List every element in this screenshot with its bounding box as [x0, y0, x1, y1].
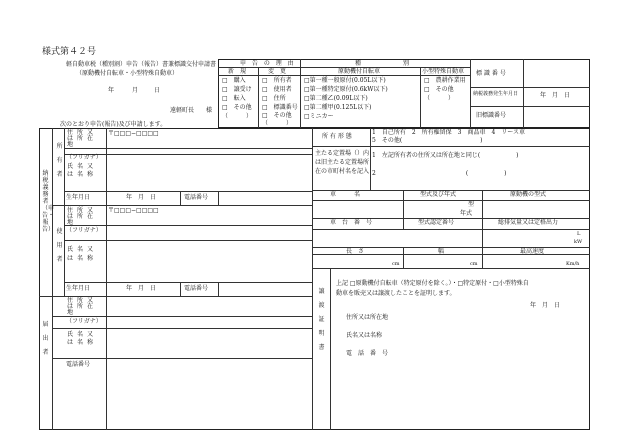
- displacement-label: 総排気量又は定格出力: [498, 219, 559, 226]
- storage-label: 主たる定置場（）内は旧主たる定置場所在の市町村名を記入: [315, 150, 370, 175]
- moped-type-1-specific[interactable]: □第一種特定原付(0.6kW以下): [304, 86, 388, 93]
- tax-start-date-label: 納税義務発生年月日: [473, 91, 519, 97]
- vehicle-year-sub: 年式: [460, 210, 473, 217]
- mayor-addressee: 遠軽町長: [170, 107, 195, 114]
- user-birth-value[interactable]: 年 月 日: [126, 285, 157, 292]
- certificate-text-1: 上記 □原動機付自転車（特定原付を除く。）・□特定原付・□小型特殊自: [336, 280, 529, 287]
- form-title: 軽自動車税（種別割）申告（報告）書兼標識交付申請書: [66, 61, 217, 68]
- special-other-paren: （ ）: [424, 95, 455, 102]
- tax-start-date-value[interactable]: 年 月 日: [540, 92, 571, 99]
- honorific: 様: [206, 107, 213, 114]
- transfer-certificate-side-label: 譲渡証明書: [318, 288, 325, 351]
- change-item-other-paren: （ ）: [262, 120, 293, 127]
- owner-name-label: 氏名又は名称: [67, 163, 98, 178]
- user-side-label: 使用者: [56, 228, 63, 263]
- taxpayer-side-label: 納税義務者（申告・報告）: [42, 170, 55, 233]
- vehicle-model-label: 型式及び年式: [420, 191, 457, 198]
- chassis-number-label: 車 台 番 号: [330, 219, 373, 226]
- owner-birth-value[interactable]: 年 月 日: [126, 194, 157, 201]
- owner-address-label: 住所又は所在地: [67, 129, 98, 148]
- ownership-label: 所 有 形 態: [322, 133, 352, 140]
- unit-kmh: Km/h: [566, 261, 580, 267]
- new-item-transfer[interactable]: □ 譲受け: [222, 86, 252, 93]
- certificate-phone-label: 電 話 番 号: [346, 350, 389, 357]
- unit-cm-width: cm: [470, 261, 478, 267]
- new-item-other[interactable]: □ その他: [222, 104, 252, 111]
- moped-label: 原動機付自転車: [338, 68, 381, 75]
- change-item-address[interactable]: □ 住所: [262, 95, 286, 102]
- special-farming[interactable]: □ 農耕作業用: [424, 77, 466, 84]
- reason-header: 申 告 の 理 由: [240, 60, 296, 67]
- certificate-date[interactable]: 年 月 日: [530, 302, 561, 309]
- filer-furigana-label: （フリガナ）: [66, 318, 102, 325]
- user-postal-code[interactable]: 〒□□□−□□□□: [108, 207, 159, 214]
- certificate-name-label: 氏名又は名称: [346, 332, 383, 339]
- reason-change-label: 変 更: [268, 68, 287, 75]
- storage-option-2[interactable]: 2 ( ): [372, 170, 507, 177]
- filer-name-label: 氏名又は名称: [67, 331, 98, 346]
- filer-side-label: 届出者: [42, 321, 49, 356]
- form-number: 様式第４２号: [42, 47, 97, 57]
- user-furigana-label: （フリガナ）: [66, 227, 102, 234]
- certificate-text-2: 動車を販売又は譲渡したことを証明します。: [336, 290, 456, 297]
- form-subtitle: （原動機付自転車・小型特殊自動車）: [76, 70, 179, 77]
- width-label: 幅: [438, 248, 445, 255]
- ownership-options-1[interactable]: 1 自己所有 2 所有権留保 3 商品車 4 リース車: [372, 129, 525, 136]
- change-item-plate[interactable]: □ 標識番号: [262, 104, 298, 111]
- moped-type-1-general[interactable]: □第一種一般原付(0.05L以下): [304, 77, 386, 84]
- new-item-move-in[interactable]: □ 転入: [222, 95, 246, 102]
- unit-kilowatt: kW: [574, 239, 583, 245]
- date-month: 月: [132, 87, 139, 94]
- date-day: 日: [154, 87, 161, 94]
- special-label: 小型特殊自動車: [422, 68, 465, 75]
- vehicle-engine-label: 原動機の型式: [510, 191, 547, 198]
- vehicle-maker-label: 車 名: [330, 191, 361, 198]
- filer-address-label: 住所又は所在地: [67, 297, 98, 316]
- new-item-purchase[interactable]: □ 購入: [222, 77, 246, 84]
- unit-cm-length: cm: [392, 261, 400, 267]
- plate-number-label: 標 識 番 号: [476, 70, 506, 77]
- storage-option-1[interactable]: 1 左記所有者の住所又は所在地と同じ( ): [372, 152, 519, 159]
- user-phone-label: 電話番号: [184, 285, 209, 292]
- vehicle-model-sub: 型: [468, 201, 475, 208]
- owner-birth-label: 生年月日: [66, 194, 91, 201]
- reason-new-label: 新 規: [228, 68, 247, 75]
- moped-type-minicar[interactable]: □ミニカー: [304, 113, 334, 120]
- certificate-address-label: 住所又は所在地: [346, 314, 389, 321]
- max-speed-label: 最高速度: [520, 248, 545, 255]
- intro-text: 次のとおり申告(報告)及び申請します。: [60, 121, 167, 128]
- owner-furigana-label: （フリガナ）: [66, 154, 102, 161]
- unit-liter: L: [577, 231, 581, 237]
- change-item-user[interactable]: □ 使用者: [262, 86, 292, 93]
- change-item-other[interactable]: □ その他: [262, 112, 292, 119]
- owner-phone-label: 電話番号: [184, 194, 209, 201]
- cert-number-label: 型式認定番号: [418, 219, 455, 226]
- date-year: 年: [108, 87, 115, 94]
- user-address-label: 住所又は所在地: [67, 207, 98, 226]
- change-item-owner[interactable]: □ 所有者: [262, 77, 292, 84]
- type-header: 種 別: [355, 60, 412, 67]
- moped-type-2b[interactable]: □第二種乙(0.09L以下): [304, 95, 368, 102]
- owner-side-label: 所有者: [56, 143, 63, 178]
- old-plate-label: 旧標識番号: [476, 112, 507, 119]
- length-label: 長 さ: [346, 248, 365, 255]
- user-name-label: 氏名又は名称: [67, 246, 98, 262]
- filer-phone-label: 電話番号: [66, 361, 91, 368]
- owner-postal-code[interactable]: 〒□□□−□□□□: [108, 130, 159, 137]
- new-item-other-paren: （ ）: [222, 113, 253, 120]
- ownership-options-2[interactable]: 5 その他( ): [372, 137, 483, 144]
- special-other[interactable]: □ その他: [424, 86, 454, 93]
- moped-type-2a[interactable]: □第二種甲(0.125L以下): [304, 104, 372, 111]
- user-birth-label: 生年月日: [66, 285, 91, 292]
